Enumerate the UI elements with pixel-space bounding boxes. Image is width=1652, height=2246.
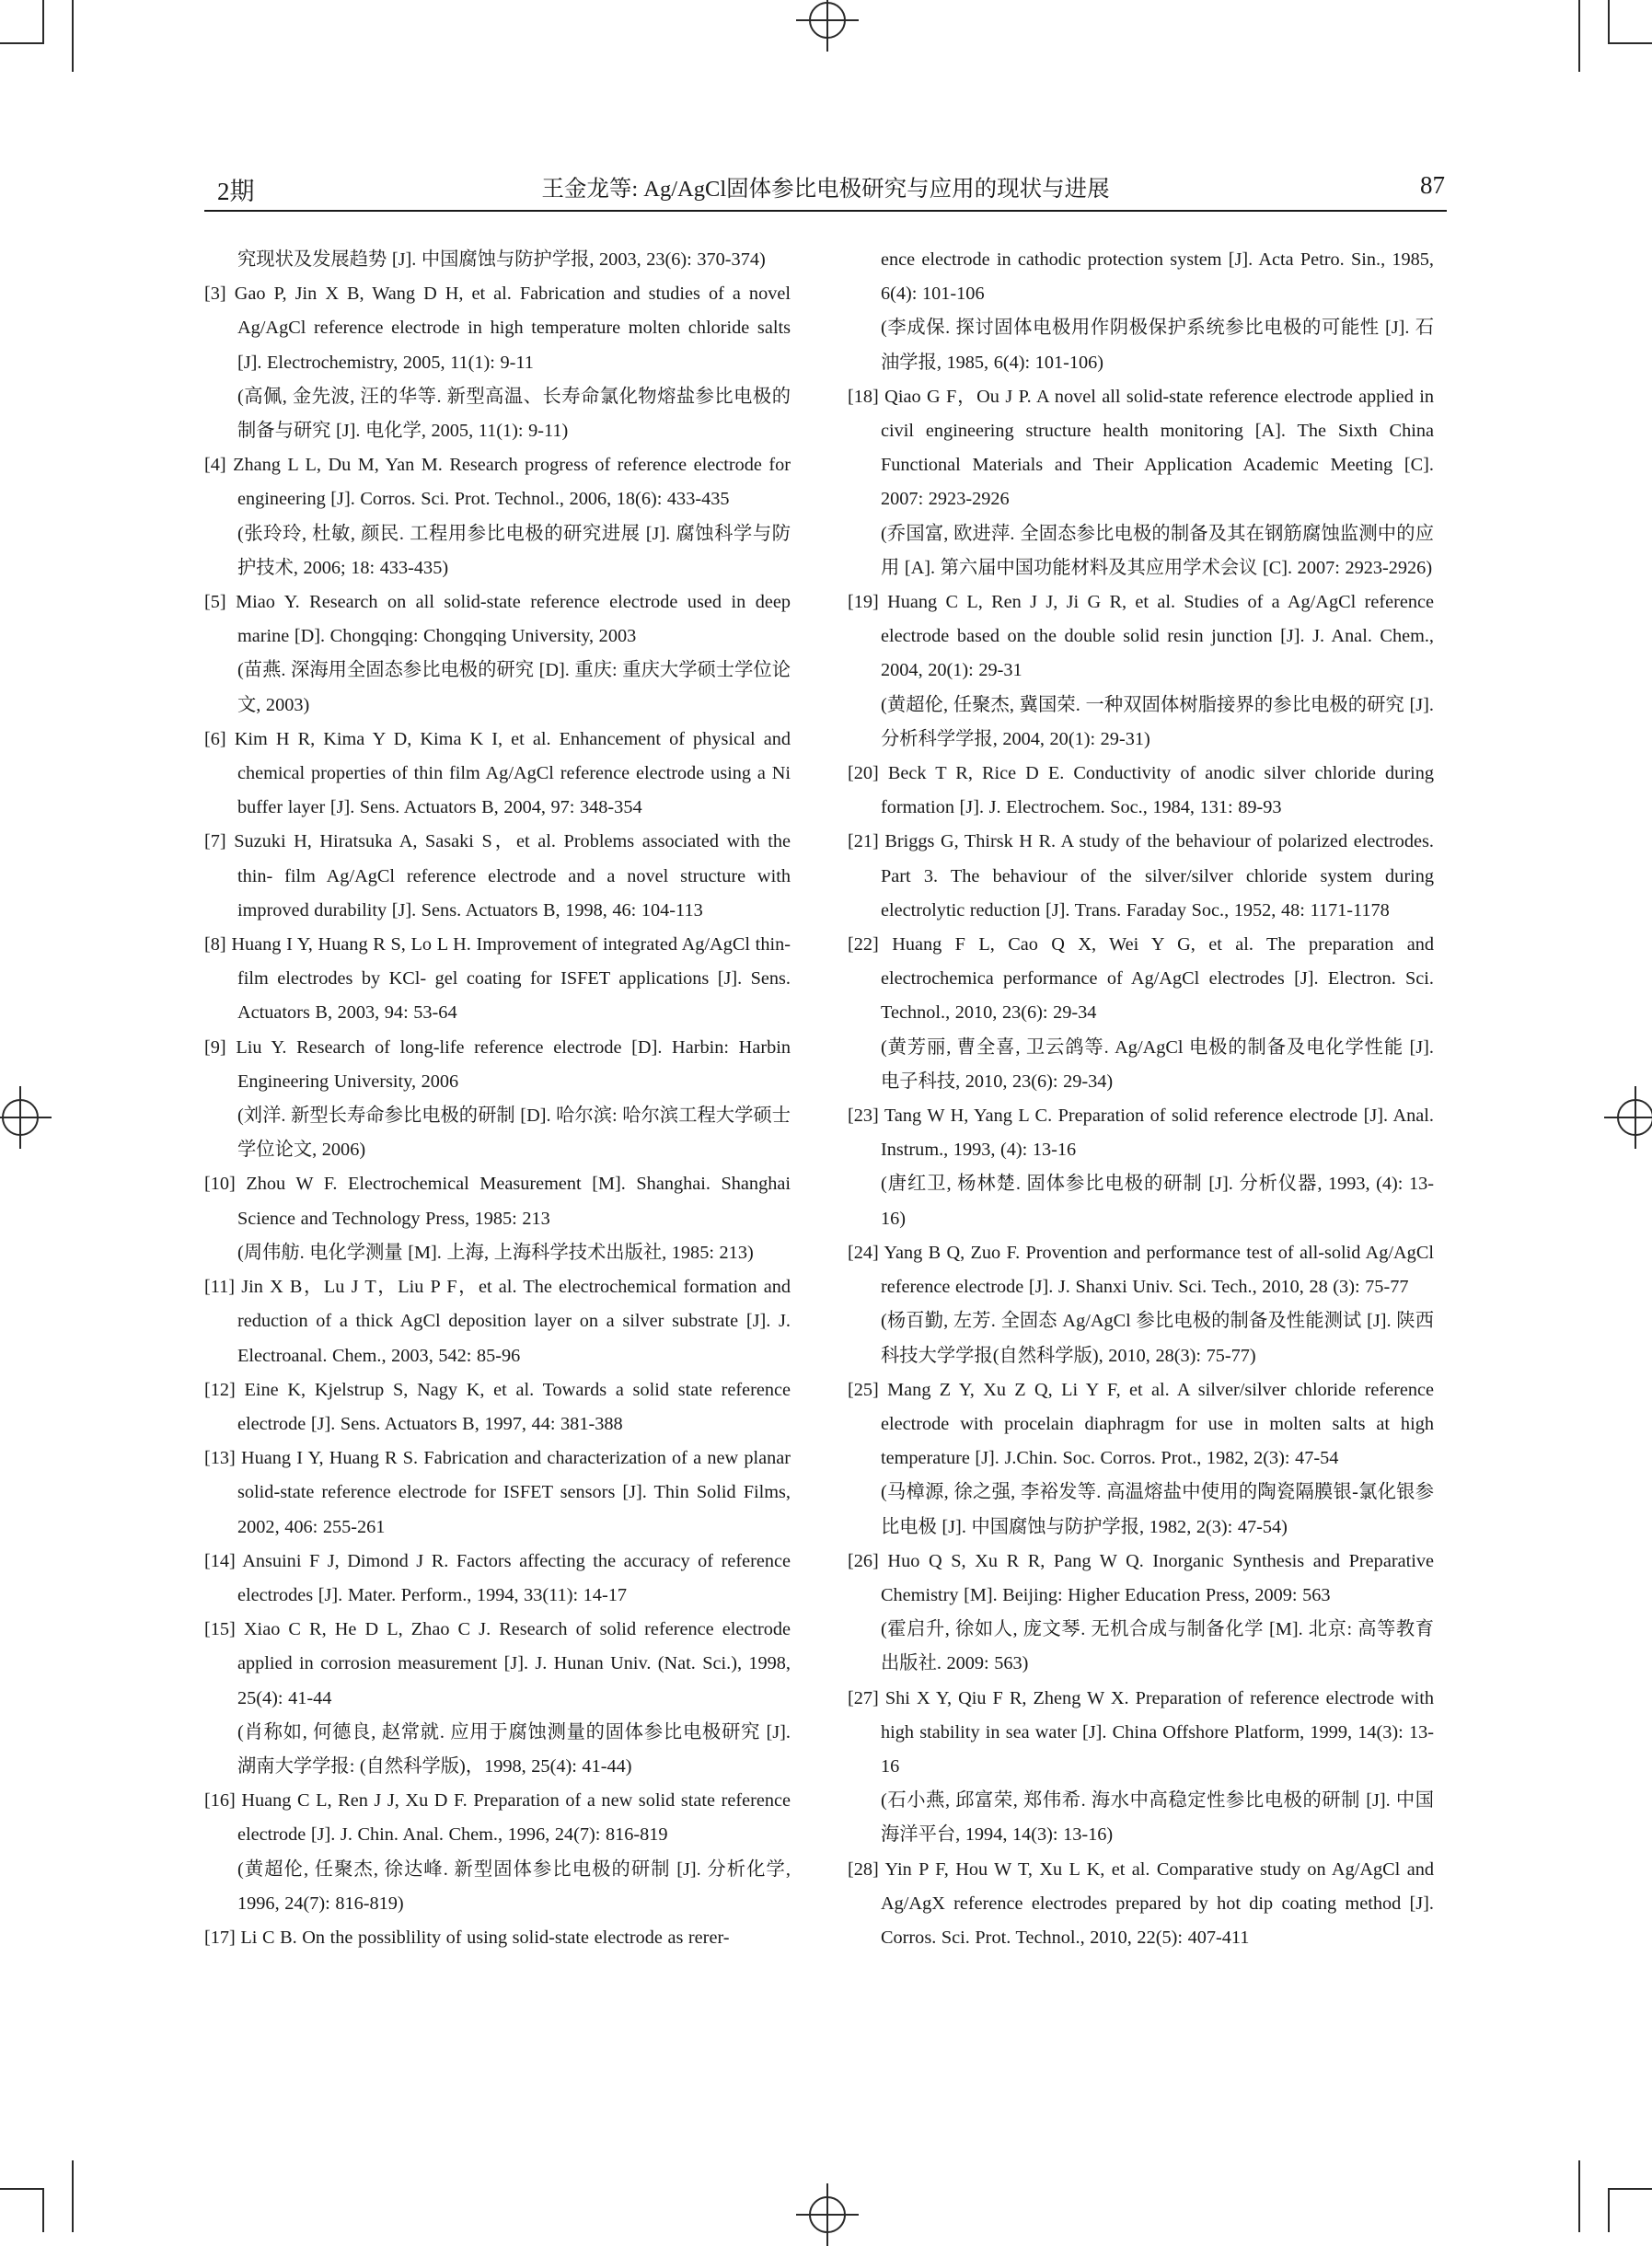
reference-entry [204,1441,791,1545]
reference-text: Huang C L, Ren J J, Ji G R, et al. Studies of a Ag/AgCl reference electrode based on the double solid resin junction [J]. J. Anal. Chem., 2004, 20(1): 29-31 [881,592,1434,681]
reference-entry [848,1373,1434,1545]
reference-number: [19] [848,592,879,613]
reference-text: Gao P, Jin X B, Wang D H, et al. Fabrication and studies of a novel Ag/AgCl reference electrode in high temperature molten chloride salts [J]. Electrochemistry, 2005, 11(1): 9-11 [234,284,791,373]
reference-chinese-text: (刘洋. 新型长寿命参比电极的研制 [D]. 哈尔滨: 哈尔滨工程大学硕士学位论文, 2006) [237,1106,791,1161]
reference-number: [11] [204,1277,236,1298]
reference-number: [12] [204,1379,236,1400]
reference-text: Yin P F, Hou W T, Xu L K, et al. Comparative study on Ag/AgCl and Ag/AgX reference electrodes prepared by hot dip coating method [J]. Corros. Sci. Prot. Technol., 2010, 22(5): 407-411 [881,1858,1434,1948]
reference-chinese-text: (黄超伦, 任聚杰, 冀国荣. 一种双固体树脂接界的参比电极的研究 [J]. 分析科学学报, 2004, 20(1): 29-31) [881,694,1434,749]
crop-mark-br-v [1608,2188,1610,2232]
reference-number: [10] [204,1174,236,1195]
reference-number: [21] [848,831,879,852]
reference-chinese-text: (乔国富, 欧进萍. 全固态参比电极的制备及其在钢筋腐蚀监测中的应用 [A]. 第六届中国功能材料及其应用学术会议 [C]. 2007: 2923-2926) [881,523,1434,578]
reference-text: Suzuki H, Hiratsuka A, Sasaki S，et al. Problems associated with the thin- film Ag/AgCl reference electrode and a novel structure with improved durability [J]. Sens. Actuators B, 1998, 46: 104-113 [234,831,791,920]
reference-number: [20] [848,763,879,784]
reference-entry [204,1613,791,1784]
reference-number: [25] [848,1379,879,1400]
crop-mark-br2 [1578,2160,1580,2232]
crop-mark-br-h [1608,2188,1652,2190]
references-left-column [204,243,791,1955]
reference-text: Huo Q S, Xu R R, Pang W Q. Inorganic Synthesis and Preparative Chemistry [M]. Beijing: Higher Education Press, 2009: 563 [881,1550,1434,1605]
reference-entry [204,448,791,585]
reference-number: [16] [204,1790,236,1812]
reference-chinese-text: (马樟源, 徐之强, 李裕发等. 高温熔盐中使用的陶瓷隔膜银-氯化银参比电极 [J]. 中国腐蚀与防护学报, 1982, 2(3): 47-54) [881,1482,1434,1537]
reference-number: [8] [204,934,226,955]
reference-text: Huang F L, Cao Q X, Wei Y G, et al. The preparation and electrochemica performance of Ag/AgCl electrodes [J]. Electron. Sci. Technol., 2010, 23(6): 29-34 [881,934,1434,1024]
reference-entry [204,825,791,928]
reference-chinese-text: (高佩, 金先波, 汪的华等. 新型高温、长寿命氯化物熔盐参比电极的制备与研究 [J]. 电化学, 2005, 11(1): 9-11) [237,386,791,442]
reference-entry [848,825,1434,928]
reference-text: Ansuini F J, Dimond J R. Factors affecting the accuracy of reference electrodes [J]. Mater. Perform., 1994, 33(11): 14-17 [237,1550,791,1605]
reference-entry [204,928,791,1031]
reference-chinese-text: (周伟舫. 电化学测量 [M]. 上海, 上海科学技术出版社, 1985: 213) [237,1242,754,1263]
reference-number: [17] [204,1927,236,1948]
crop-mark-bl-v [42,2188,44,2232]
reference-number: [6] [204,728,226,749]
reference-number: [4] [204,455,226,476]
references-right-column [848,243,1434,1955]
reference-number: [23] [848,1106,879,1127]
reference-number: [18] [848,386,879,407]
reference-text: Xiao C R, He D L, Zhao C J. Research of solid reference electrode applied in corrosion measurement [J]. J. Hunan Univ. (Nat. Sci.), 1998, 25(4): 41-44 [237,1619,791,1708]
running-header [204,168,1447,204]
reference-text: Eine K, Kjelstrup S, Nagy K, et al. Towards a solid state reference electrode [J]. Sens. Actuators B, 1997, 44: 381-388 [237,1379,791,1434]
reference-chinese-text: (杨百勤, 左芳. 全固态 Ag/AgCl 参比电极的制备及性能测试 [J]. 陕西科技大学学报(自然科学版), 2010, 28(3): 75-77) [881,1311,1434,1366]
reference-entry [204,1167,791,1270]
header-rule [204,210,1447,212]
registration-mark-bottom [809,2196,846,2233]
crop-mark-tr2 [1578,0,1580,72]
reference-text: Li C B. On the possiblility of using solid-state electrode as rerer- [240,1927,730,1948]
reference-text: Liu Y. Research of long-life reference electrode [D]. Harbin: Harbin Engineering University, 2006 [236,1036,791,1092]
reference-number: [24] [848,1242,879,1263]
reference-number: [9] [204,1036,226,1058]
reference-text: Beck T R, Rice D E. Conductivity of anodic silver chloride during formation [J]. J. Electrochem. Soc., 1984, 131: 89-93 [881,763,1434,818]
reference-text: Yang B Q, Zuo F. Provention and performance test of all-solid Ag/AgCl reference electrode [J]. J. Shanxi Univ. Sci. Tech., 2010, 28 (3): 75-77 [881,1242,1434,1298]
reference-entry [204,1031,791,1168]
reference-text: Qiao G F，Ou J P. A novel all solid-state reference electrode applied in civil engineering structure health monitoring [A]. The Sixth China Functional Materials and Their Application Academic Meeting [C]. 2007: 2923-2926 [881,386,1434,510]
crop-mark-bl2 [72,2160,74,2232]
crop-mark-tr-v [1608,0,1610,44]
reference-entry [204,1373,791,1441]
registration-mark-left [2,1099,39,1136]
reference-entry [848,1545,1434,1682]
reference-entry [204,1921,791,1955]
reference-number: [7] [204,831,226,852]
reference-entry [204,277,791,448]
crop-mark-tl2 [72,0,74,72]
reference-text: Miao Y. Research on all solid-state reference electrode used in deep marine [D]. Chongqing: Chongqing University, 2003 [236,592,791,647]
reference-text: Huang C L, Ren J J, Xu D F. Preparation of a new solid state reference electrode [J]. J. Chin. Anal. Chem., 1996, 24(7): 816-819 [237,1790,791,1846]
reference-chinese-text: (唐红卫, 杨林楚. 固体参比电极的研制 [J]. 分析仪器, 1993, (4): 13-16) [881,1174,1434,1229]
running-title: 王金龙等: Ag/AgCl固体参比电极研究与应用的现状与进展 [541,177,1110,202]
reference-text: Zhang L L, Du M, Yan M. Research progress of reference electrode for engineering [J]. Corros. Sci. Prot. Technol., 2006, 18(6): 433-435 [233,455,791,510]
page-number: 87 [1420,171,1445,199]
reference-entry [848,380,1434,585]
reference-number: [27] [848,1687,879,1708]
reference-number: [22] [848,934,879,955]
reference-entry [204,243,791,277]
registration-mark-top [809,2,846,39]
reference-text: Mang Z Y, Xu Z Q, Li Y F, et al. A silver/silver chloride reference electrode with procelain diaphragm for use in molten salts at high temperature [J]. J.Chin. Soc. Corros. Prot., 1982, 2(3): 47-54 [881,1379,1434,1469]
reference-chinese-text: (苗燕. 深海用全固态参比电极的研究 [D]. 重庆: 重庆大学硕士学位论文, 2003) [237,660,791,715]
reference-chinese-text: (霍启升, 徐如人, 庞文琴. 无机合成与制备化学 [M]. 北京: 高等教育出版社. 2009: 563) [881,1619,1434,1674]
reference-entry [204,1784,791,1921]
reference-chinese-text: (张玲玲, 杜敏, 颜民. 工程用参比电极的研究进展 [J]. 腐蚀科学与防护技术, 2006; 18: 433-435) [237,523,791,578]
crop-mark-tl-h [0,42,44,44]
reference-entry [848,1099,1434,1236]
reference-entry [848,243,1434,380]
reference-number: [26] [848,1550,879,1571]
reference-number: [5] [204,592,226,613]
reference-text: Kim H R, Kima Y D, Kima K I, et al. Enhancement of physical and chemical properties of thin film Ag/AgCl reference electrode using a Ni buffer layer [J]. Sens. Actuators B, 2004, 97: 348-354 [234,728,791,818]
reference-number: [14] [204,1550,236,1571]
crop-mark-bl-h [0,2188,44,2190]
reference-text: Zhou W F. Electrochemical Measurement [M]. Shanghai. Shanghai Science and Technology Press, 1985: 213 [237,1174,791,1229]
reference-text: Shi X Y, Qiu F R, Zheng W X. Preparation of reference electrode with high stability in sea water [J]. China Offshore Platform, 1999, 14(3): 13-16 [881,1687,1435,1777]
reference-number: [15] [204,1619,236,1640]
reference-chinese-text: (肖称如, 何德良, 赵常就. 应用于腐蚀测量的固体参比电极研究 [J]. 湖南大学学报: (自然科学版)，1998, 25(4): 41-44) [237,1721,791,1777]
reference-text: ence electrode in cathodic protection system [J]. Acta Petro. Sin., 1985, 6(4): 101-106 [881,249,1434,305]
reference-text: Huang I Y, Huang R S. Fabrication and characterization of a new planar solid-state reference electrode for ISFET sensors [J]. Thin Solid Films, 2002, 406: 255-261 [237,1448,791,1537]
reference-text: Jin X B，Lu J T，Liu P F，et al. The electrochemical formation and reduction of a thick AgCl deposition layer on a silver substrate [J]. J. Electroanal. Chem., 2003, 542: 85-96 [237,1277,791,1366]
crop-mark-tl-v [42,0,44,44]
reference-entry [848,585,1434,757]
reference-chinese-text: (黄芳丽, 曹全喜, 卫云鸽等. Ag/AgCl 电极的制备及电化学性能 [J]. 电子科技, 2010, 23(6): 29-34) [881,1036,1434,1092]
reference-entry [204,1270,791,1373]
reference-entry [204,585,791,723]
reference-chinese-text: (黄超伦, 任聚杰, 徐达峰. 新型固体参比电极的研制 [J]. 分析化学, 1996, 24(7): 816-819) [237,1858,791,1914]
reference-entry [204,723,791,826]
reference-number: [28] [848,1858,879,1880]
crop-mark-tr-h [1608,42,1652,44]
registration-mark-right [1617,1099,1652,1136]
reference-entry [848,757,1434,825]
reference-chinese-text: 究现状及发展趋势 [J]. 中国腐蚀与防护学报, 2003, 23(6): 370-374) [237,249,766,270]
reference-entry [848,1236,1434,1373]
issue-number: 2期 [217,178,255,205]
reference-chinese-text: (石小燕, 邱富荣, 郑伟希. 海水中高稳定性参比电极的研制 [J]. 中国海洋平台, 1994, 14(3): 13-16) [881,1790,1434,1846]
reference-number: [13] [204,1448,236,1469]
reference-entry [848,928,1434,1099]
reference-entry [848,1853,1434,1956]
reference-text: Briggs G, Thirsk H R. A study of the behaviour of polarized electrodes. Part 3. The behaviour of the silver/silver chloride system during electrolytic reduction [J]. Trans. Faraday Soc., 1952, 48: 1171-1178 [881,831,1434,920]
reference-entry [848,1682,1434,1853]
reference-number: [3] [204,284,226,305]
reference-text: Huang I Y, Huang R S, Lo L H. Improvement of integrated Ag/AgCl thin- film electrodes by KCl- gel coating for ISFET applications [J]. Sens. Actuators B, 2003, 94: 53-64 [231,934,791,1024]
reference-entry [204,1545,791,1613]
reference-chinese-text: (李成保. 探讨固体电极用作阴极保护系统参比电极的可能性 [J]. 石油学报, 1985, 6(4): 101-106) [881,318,1434,373]
reference-text: Tang W H, Yang L C. Preparation of solid reference electrode [J]. Anal. Instrum., 1993, (4): 13-16 [881,1106,1434,1161]
